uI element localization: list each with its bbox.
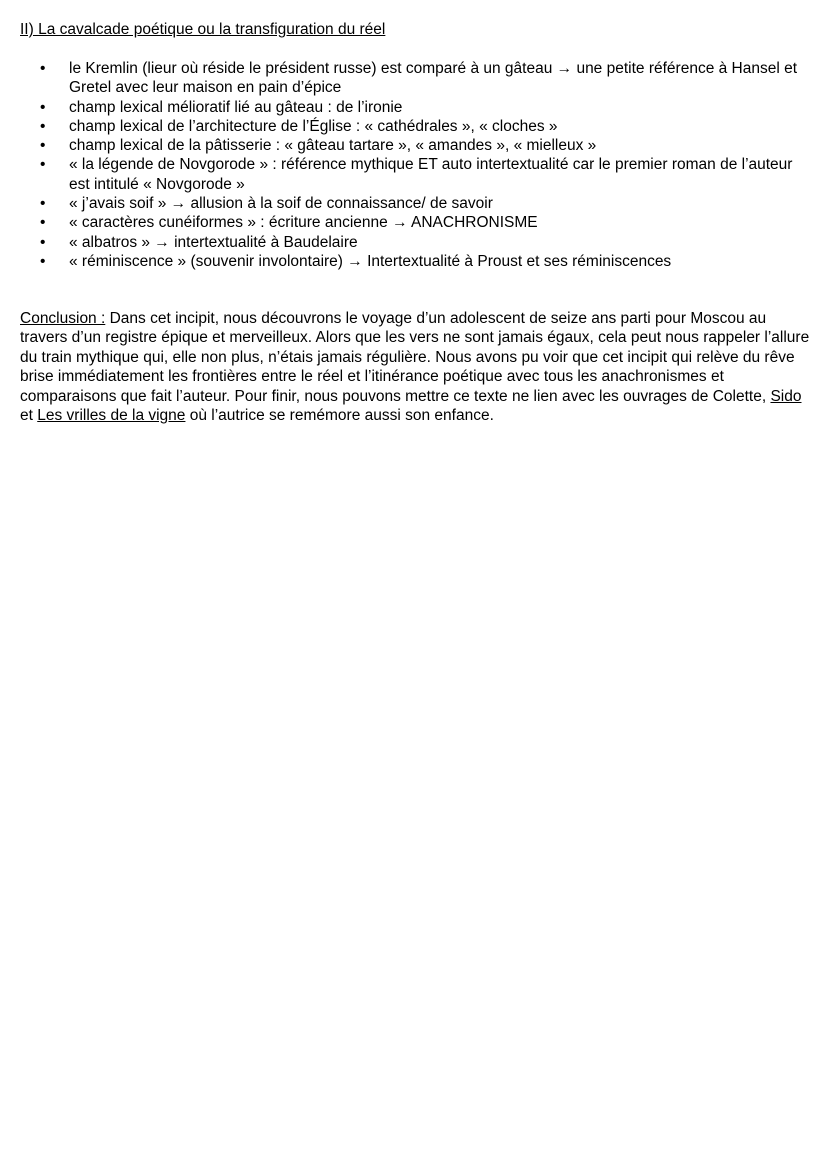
list-item-text: champ lexical de la pâtisserie : « gâteau tartare », « amandes », « mielleux » — [69, 137, 597, 155]
list-item — [40, 213, 815, 232]
list-item — [40, 117, 815, 136]
bullet-icon: • — [40, 252, 46, 270]
bullet-icon: • — [40, 156, 46, 174]
section-heading: II) La cavalcade poétique ou la transfiguration du réel — [20, 21, 386, 38]
conclusion-text: où l’autrice se remémore aussi son enfance. — [185, 407, 494, 425]
conclusion-text: Dans cet incipit, nous découvrons le voyage d’un adolescent de seize ans parti pour Moscou au travers d’un registre épique et merveilleux. Alors que les vers ne sont jamais égaux, cela peut nous rappeler l’allure du train mythique qui, elle non plus, n’étais jamais régulière. Nous avons pu voir que cet incipit qui relève du rêve brise immédiatement les frontières entre le réel et l’itinérance poétique avec tous les anachronismes et comparaisons que fait l’auteur. Pour finir, nous pouvons mettre ce texte ne lien avec les ouvrages de Colette, — [20, 310, 810, 405]
bullet-icon: • — [40, 117, 46, 135]
list-item-text: champ lexical mélioratif lié au gâteau : de l’ironie — [69, 98, 403, 116]
list-item-text: « caractères cunéiformes » : écriture ancienne → ANACHRONISME — [69, 214, 538, 232]
list-item-text: « réminiscence » (souvenir involontaire) → Intertextualité à Proust et ses réminiscences — [69, 252, 672, 270]
conclusion-paragraph — [20, 309, 810, 425]
list-item — [40, 59, 815, 98]
list-item — [40, 155, 815, 194]
bullet-list — [40, 59, 815, 271]
bullet-icon: • — [40, 195, 46, 213]
list-item-text: le Kremlin (lieur où réside le président russe) est comparé à un gâteau → une petite référence à Hansel et Gretel avec leur maison en pain d’épice — [69, 60, 798, 97]
work-title-sido: Sido — [770, 387, 802, 405]
bullet-icon: • — [40, 98, 46, 116]
list-item — [40, 98, 815, 117]
conclusion-label: Conclusion : — [20, 310, 106, 327]
conclusion-text: et — [20, 407, 38, 425]
list-item-text: « j’avais soif » → allusion à la soif de connaissance/ de savoir — [69, 195, 493, 213]
list-item — [40, 233, 815, 252]
list-item-text: champ lexical de l’architecture de l’Église : « cathédrales », « cloches » — [69, 117, 558, 135]
list-item-text: « la légende de Novgorode » : référence mythique ET auto intertextualité car le premier roman de l’auteur est intitulé « Novgorode » — [69, 156, 793, 193]
list-item — [40, 194, 815, 213]
bullet-icon: • — [40, 214, 46, 232]
list-item — [40, 252, 815, 271]
list-item — [40, 136, 815, 155]
bullet-icon: • — [40, 60, 46, 77]
list-item-text: « albatros » → intertextualité à Baudelaire — [69, 233, 358, 251]
work-title-vrilles: Les vrilles de la vigne — [37, 407, 186, 425]
bullet-icon: • — [40, 137, 46, 155]
bullet-icon: • — [40, 233, 46, 251]
